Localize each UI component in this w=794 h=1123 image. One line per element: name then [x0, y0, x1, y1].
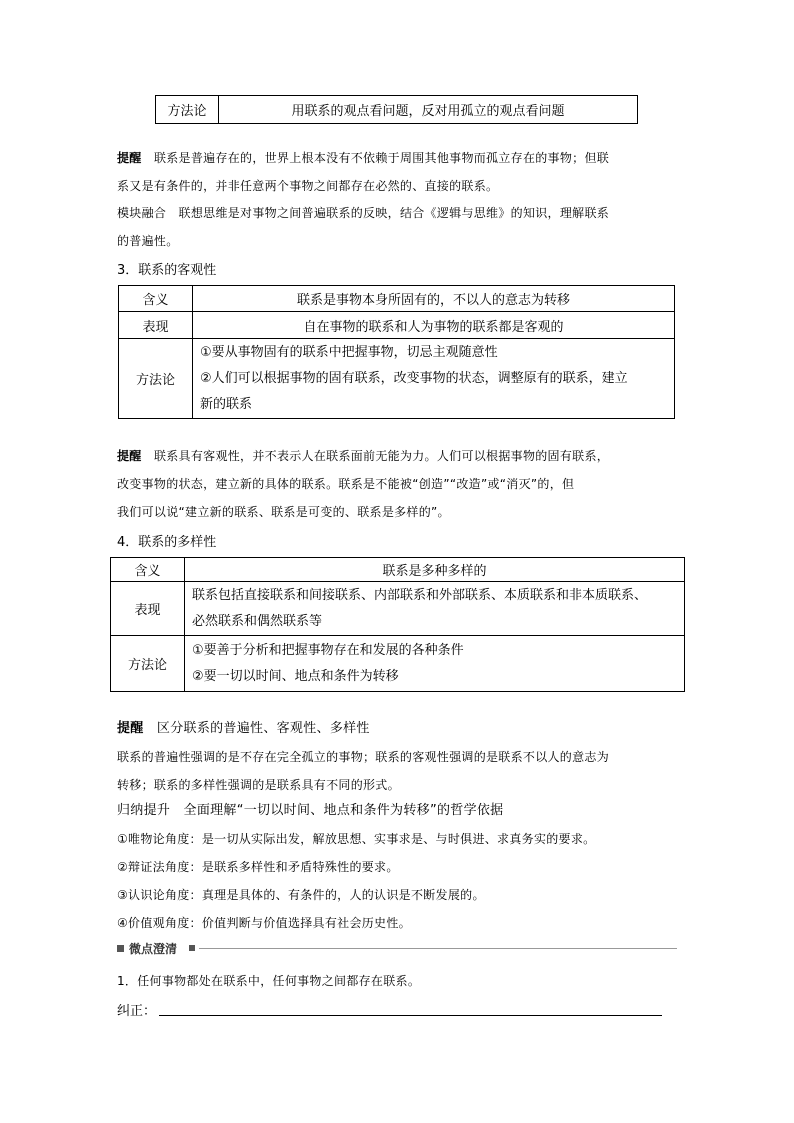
- s3-row3-label: 方法论: [119, 339, 193, 419]
- module-fusion-line1: 联想思维是对事物之间普遍联系的反映，结合《逻辑与思维》的知识，理解联系: [178, 206, 610, 220]
- table-top-label: 方法论: [156, 96, 219, 124]
- s4-row3-label: 方法论: [111, 636, 185, 692]
- reminder-2-line2: 改变事物的状态，建立新的具体的联系。联系是不能被“创造”“改造”或“消灭”的，但: [117, 477, 575, 491]
- reminder-2-line1: 联系具有客观性，并不表示人在联系面前无能为力。人们可以根据事物的固有联系，: [153, 449, 610, 463]
- s3-row2-value: 自在事物的联系和人为事物的联系都是客观的: [193, 312, 675, 339]
- s4-row2-value: [185, 582, 685, 636]
- s4-row3-value: [185, 636, 685, 692]
- clarify-item-1: 1．任何事物都处在联系中，任何事物之间都存在联系。: [117, 974, 421, 988]
- table-section-4: [110, 557, 685, 692]
- s4-row1-value: 联系是多种多样的: [185, 558, 685, 582]
- reminder-2-line3: 我们可以说“建立新的联系、联系是可变的、联系是多样的”。: [117, 505, 450, 519]
- clarify-bullet-left-icon: [117, 945, 124, 952]
- summary-item-4: ④价值观角度：价值判断与价值选择具有社会历史性。: [117, 916, 411, 930]
- reminder-1-line2: 系又是有条件的，并非任意两个事物之间都存在必然的、直接的联系。: [117, 179, 499, 193]
- s4-row2-line1: 联系包括直接联系和间接联系、内部联系和外部联系、本质联系和非本质联系、: [192, 587, 648, 603]
- correction-answer-line: [159, 1015, 662, 1016]
- correction-label: 纠正：: [117, 1004, 157, 1019]
- section-4-title: 4．联系的多样性: [117, 535, 217, 550]
- correction-row: [117, 998, 662, 1018]
- reminder-3-title: 区分联系的普遍性、客观性、多样性: [156, 721, 370, 736]
- reminder-1: [117, 144, 677, 200]
- reminder-1-label: 提醒: [117, 151, 142, 165]
- summary-item-2: ②辩证法角度：是联系多样性和矛盾特殊性的要求。: [117, 860, 399, 874]
- reminder-3-line2: 转移；联系的多样性强调的是联系具有不同的形式。: [117, 778, 400, 792]
- s3-row3-line1: ①要从事物固有的联系中把握事物，切忌主观随意性: [200, 344, 498, 360]
- clarify-header-text: 微点澄清: [129, 942, 178, 956]
- s3-row3-line3: 新的联系: [200, 396, 253, 412]
- s4-row1-label: 含义: [111, 558, 185, 582]
- s3-row1-value: 联系是事物本身所固有的，不以人的意志为转移: [193, 286, 675, 312]
- reminder-3-label: 提醒: [117, 721, 144, 736]
- summary: [117, 797, 677, 937]
- table-section-3: [118, 285, 675, 419]
- reminder-2: [117, 442, 677, 526]
- s4-row3-line2: ②要一切以时间、地点和条件为转移: [192, 668, 399, 684]
- clarify-bullet-right-icon: [189, 945, 195, 951]
- s4-row3-line1: ①要善于分析和把握事物存在和发展的各种条件: [192, 642, 464, 658]
- s3-row1-label: 含义: [119, 286, 193, 312]
- s4-row2-label: 表现: [111, 582, 185, 636]
- clarify-header: [117, 940, 677, 956]
- s4-row2-line2: 必然联系和偶然联系等: [192, 613, 323, 629]
- reminder-3-line1: 联系的普遍性强调的是不存在完全孤立的事物；联系的客观性强调的是联系不以人的意志为: [117, 750, 610, 764]
- s3-row3-line2: ②人们可以根据事物的固有联系，改变事物的状态，调整原有的联系，建立: [200, 370, 628, 386]
- summary-item-3: ③认识论角度：真理是具体的、有条件的，人的认识是不断发展的。: [117, 888, 485, 902]
- s3-row2-label: 表现: [119, 312, 193, 339]
- section-3-title: 3．联系的客观性: [117, 263, 217, 278]
- reminder-3: [117, 715, 677, 799]
- table-top: [155, 95, 638, 124]
- s3-row3-value: [193, 339, 675, 419]
- reminder-1-line1: 联系是普遍存在的，世界上根本没有不依赖于周围其他事物而孤立存在的事物；但联: [153, 151, 610, 165]
- reminder-2-label: 提醒: [117, 449, 142, 463]
- summary-title: 全面理解“一切以时间、地点和条件为转移”的哲学依据: [183, 803, 504, 818]
- module-fusion-line2: 的普遍性。: [117, 234, 179, 248]
- clarify-divider: [199, 948, 677, 949]
- table-top-value: 用联系的观点看问题，反对用孤立的观点看问题: [219, 96, 638, 124]
- summary-label: 归纳提升: [117, 803, 171, 818]
- summary-item-1: ①唯物论角度：是一切从实际出发，解放思想、实事求是、与时俱进、求真务实的要求。: [117, 832, 596, 846]
- module-fusion-label: 模块融合: [117, 206, 167, 220]
- module-fusion: [117, 199, 677, 255]
